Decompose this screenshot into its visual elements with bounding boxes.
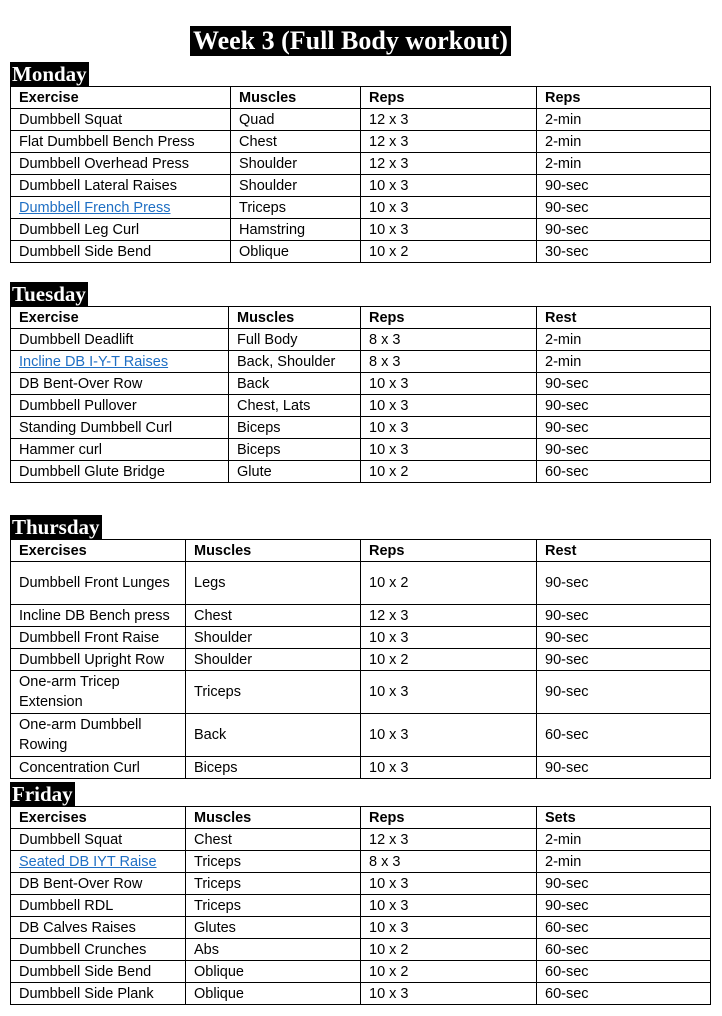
- column-header: Muscles: [186, 807, 361, 829]
- table-row: [11, 175, 711, 197]
- rest-cell: 60-sec: [537, 714, 711, 757]
- reps-cell: 10 x 3: [361, 175, 537, 197]
- reps-cell: 10 x 3: [361, 373, 537, 395]
- day-heading-monday: Monday: [12, 62, 87, 86]
- table-row: [11, 153, 711, 175]
- reps-cell: 12 x 3: [361, 605, 537, 627]
- reps-cell: 8 x 3: [361, 351, 537, 373]
- muscles-cell: Shoulder: [231, 175, 361, 197]
- rest-cell: 30-sec: [537, 241, 711, 263]
- table-row: [11, 109, 711, 131]
- table-header-row: [11, 307, 711, 329]
- muscles-cell: Quad: [231, 109, 361, 131]
- muscles-cell: Triceps: [186, 873, 361, 895]
- table-row: [11, 329, 711, 351]
- muscles-cell: Shoulder: [186, 649, 361, 671]
- table-row: [11, 605, 711, 627]
- column-header: Muscles: [229, 307, 361, 329]
- exercise-cell: Dumbbell Pullover: [11, 395, 229, 417]
- reps-cell: 10 x 3: [361, 219, 537, 241]
- table-row: [11, 219, 711, 241]
- rest-cell: 2-min: [537, 829, 711, 851]
- rest-cell: 90-sec: [537, 895, 711, 917]
- reps-cell: 10 x 3: [361, 197, 537, 219]
- day-heading-thursday: Thursday: [12, 515, 100, 539]
- reps-cell: 10 x 2: [361, 939, 537, 961]
- reps-cell: 10 x 2: [361, 649, 537, 671]
- exercise-cell: Dumbbell Leg Curl: [11, 219, 231, 241]
- exercise-cell: Dumbbell Squat: [11, 109, 231, 131]
- reps-cell: 12 x 3: [361, 109, 537, 131]
- rest-cell: 90-sec: [537, 175, 711, 197]
- table-row: [11, 395, 711, 417]
- exercise-cell: Dumbbell Squat: [11, 829, 186, 851]
- column-header: Reps: [361, 87, 537, 109]
- reps-cell: 10 x 3: [361, 627, 537, 649]
- table-row: [11, 757, 711, 779]
- rest-cell: 60-sec: [537, 461, 711, 483]
- table-row: [11, 917, 711, 939]
- muscles-cell: Biceps: [186, 757, 361, 779]
- reps-cell: 10 x 3: [361, 417, 537, 439]
- table-header-row: [11, 540, 711, 562]
- rest-cell: 90-sec: [537, 439, 711, 461]
- exercise-cell: Concentration Curl: [11, 757, 186, 779]
- table-row: [11, 373, 711, 395]
- column-header: Muscles: [186, 540, 361, 562]
- muscles-cell: Legs: [186, 562, 361, 605]
- muscles-cell: Triceps: [186, 851, 361, 873]
- exercise-cell: Hammer curl: [11, 439, 229, 461]
- rest-cell: 60-sec: [537, 939, 711, 961]
- table-header-row: [11, 807, 711, 829]
- exercise-cell: [11, 351, 229, 373]
- thursday-table: [10, 539, 711, 779]
- column-header: Rest: [537, 540, 711, 562]
- table-row: [11, 439, 711, 461]
- muscles-cell: Shoulder: [231, 153, 361, 175]
- rest-cell: 90-sec: [537, 219, 711, 241]
- exercise-link[interactable]: Incline DB I-Y-T Raises: [19, 353, 169, 370]
- muscles-cell: Hamstring: [231, 219, 361, 241]
- reps-cell: 10 x 2: [361, 961, 537, 983]
- table-row: [11, 873, 711, 895]
- muscles-cell: Back: [229, 373, 361, 395]
- rest-cell: 2-min: [537, 109, 711, 131]
- reps-cell: 10 x 3: [361, 439, 537, 461]
- muscles-cell: Abs: [186, 939, 361, 961]
- muscles-cell: Oblique: [186, 961, 361, 983]
- reps-cell: 12 x 3: [361, 153, 537, 175]
- table-row: [11, 197, 711, 219]
- exercise-link[interactable]: Dumbbell French Press: [19, 199, 171, 216]
- reps-cell: 10 x 3: [361, 917, 537, 939]
- reps-cell: 10 x 3: [361, 757, 537, 779]
- muscles-cell: Back, Shoulder: [229, 351, 361, 373]
- column-header: Exercise: [11, 87, 231, 109]
- exercise-cell: [11, 851, 186, 873]
- reps-cell: 10 x 3: [361, 983, 537, 1005]
- column-header: Reps: [361, 807, 537, 829]
- table-row: [11, 829, 711, 851]
- exercise-cell: Flat Dumbbell Bench Press: [11, 131, 231, 153]
- column-header: Reps: [361, 307, 537, 329]
- reps-cell: 10 x 2: [361, 562, 537, 605]
- muscles-cell: Oblique: [231, 241, 361, 263]
- rest-cell: 90-sec: [537, 197, 711, 219]
- exercise-cell: Dumbbell Upright Row: [11, 649, 186, 671]
- muscles-cell: Biceps: [229, 417, 361, 439]
- reps-cell: 10 x 3: [361, 895, 537, 917]
- day-heading-friday: Friday: [12, 782, 73, 806]
- table-row: [11, 895, 711, 917]
- muscles-cell: Triceps: [186, 671, 361, 714]
- rest-cell: 90-sec: [537, 671, 711, 714]
- exercise-cell: Dumbbell Side Plank: [11, 983, 186, 1005]
- exercise-cell: Dumbbell Deadlift: [11, 329, 229, 351]
- column-header: Exercise: [11, 307, 229, 329]
- muscles-cell: Chest, Lats: [229, 395, 361, 417]
- reps-cell: 10 x 3: [361, 671, 537, 714]
- exercise-cell: Dumbbell Front Lunges: [11, 562, 186, 605]
- exercise-cell: [11, 197, 231, 219]
- column-header: Muscles: [231, 87, 361, 109]
- table-row: [11, 351, 711, 373]
- exercise-cell: Dumbbell Front Raise: [11, 627, 186, 649]
- column-header: Exercises: [11, 807, 186, 829]
- reps-cell: 10 x 2: [361, 461, 537, 483]
- exercise-cell: Dumbbell Crunches: [11, 939, 186, 961]
- exercise-cell: One-arm Tricep Extension: [11, 671, 186, 714]
- rest-cell: 90-sec: [537, 562, 711, 605]
- table-row: [11, 983, 711, 1005]
- muscles-cell: Chest: [186, 829, 361, 851]
- rest-cell: 90-sec: [537, 649, 711, 671]
- muscles-cell: Shoulder: [186, 627, 361, 649]
- exercise-link[interactable]: Seated DB IYT Raise: [19, 853, 157, 870]
- day-heading-tuesday: Tuesday: [12, 282, 86, 306]
- muscles-cell: Triceps: [186, 895, 361, 917]
- table-row: [11, 671, 711, 714]
- table-row: [11, 714, 711, 757]
- column-header: Reps: [361, 540, 537, 562]
- table-row: [11, 562, 711, 605]
- table-row: [11, 851, 711, 873]
- reps-cell: 10 x 2: [361, 241, 537, 263]
- muscles-cell: Glutes: [186, 917, 361, 939]
- rest-cell: 90-sec: [537, 757, 711, 779]
- rest-cell: 90-sec: [537, 373, 711, 395]
- column-header: Sets: [537, 807, 711, 829]
- table-row: [11, 417, 711, 439]
- table-row: [11, 939, 711, 961]
- exercise-cell: One-arm Dumbbell Rowing: [11, 714, 186, 757]
- exercise-cell: DB Bent-Over Row: [11, 373, 229, 395]
- muscles-cell: Biceps: [229, 439, 361, 461]
- exercise-cell: Dumbbell RDL: [11, 895, 186, 917]
- table-row: [11, 627, 711, 649]
- rest-cell: 60-sec: [537, 983, 711, 1005]
- exercise-cell: DB Bent-Over Row: [11, 873, 186, 895]
- rest-cell: 2-min: [537, 329, 711, 351]
- reps-cell: 12 x 3: [361, 131, 537, 153]
- rest-cell: 60-sec: [537, 961, 711, 983]
- rest-cell: 60-sec: [537, 917, 711, 939]
- reps-cell: 12 x 3: [361, 829, 537, 851]
- exercise-cell: Dumbbell Overhead Press: [11, 153, 231, 175]
- exercise-cell: Dumbbell Glute Bridge: [11, 461, 229, 483]
- muscles-cell: Back: [186, 714, 361, 757]
- table-row: [11, 649, 711, 671]
- muscles-cell: Chest: [231, 131, 361, 153]
- rest-cell: 90-sec: [537, 627, 711, 649]
- exercise-cell: Incline DB Bench press: [11, 605, 186, 627]
- exercise-cell: Dumbbell Lateral Raises: [11, 175, 231, 197]
- monday-table: [10, 86, 711, 263]
- muscles-cell: Oblique: [186, 983, 361, 1005]
- column-header: Reps: [537, 87, 711, 109]
- rest-cell: 2-min: [537, 351, 711, 373]
- muscles-cell: Triceps: [231, 197, 361, 219]
- exercise-cell: Dumbbell Side Bend: [11, 241, 231, 263]
- reps-cell: 10 x 3: [361, 873, 537, 895]
- rest-cell: 2-min: [537, 851, 711, 873]
- rest-cell: 2-min: [537, 153, 711, 175]
- muscles-cell: Full Body: [229, 329, 361, 351]
- friday-table: [10, 806, 711, 1005]
- reps-cell: 8 x 3: [361, 851, 537, 873]
- reps-cell: 10 x 3: [361, 714, 537, 757]
- page-title: Week 3 (Full Body workout): [190, 26, 511, 56]
- table-row: [11, 131, 711, 153]
- rest-cell: 90-sec: [537, 395, 711, 417]
- exercise-cell: Standing Dumbbell Curl: [11, 417, 229, 439]
- exercise-cell: DB Calves Raises: [11, 917, 186, 939]
- reps-cell: 8 x 3: [361, 329, 537, 351]
- table-row: [11, 241, 711, 263]
- table-row: [11, 461, 711, 483]
- rest-cell: 90-sec: [537, 873, 711, 895]
- column-header: Rest: [537, 307, 711, 329]
- rest-cell: 90-sec: [537, 605, 711, 627]
- table-row: [11, 961, 711, 983]
- table-header-row: [11, 87, 711, 109]
- muscles-cell: Chest: [186, 605, 361, 627]
- rest-cell: 2-min: [537, 131, 711, 153]
- reps-cell: 10 x 3: [361, 395, 537, 417]
- exercise-cell: Dumbbell Side Bend: [11, 961, 186, 983]
- muscles-cell: Glute: [229, 461, 361, 483]
- tuesday-table: [10, 306, 711, 483]
- rest-cell: 90-sec: [537, 417, 711, 439]
- column-header: Exercises: [11, 540, 186, 562]
